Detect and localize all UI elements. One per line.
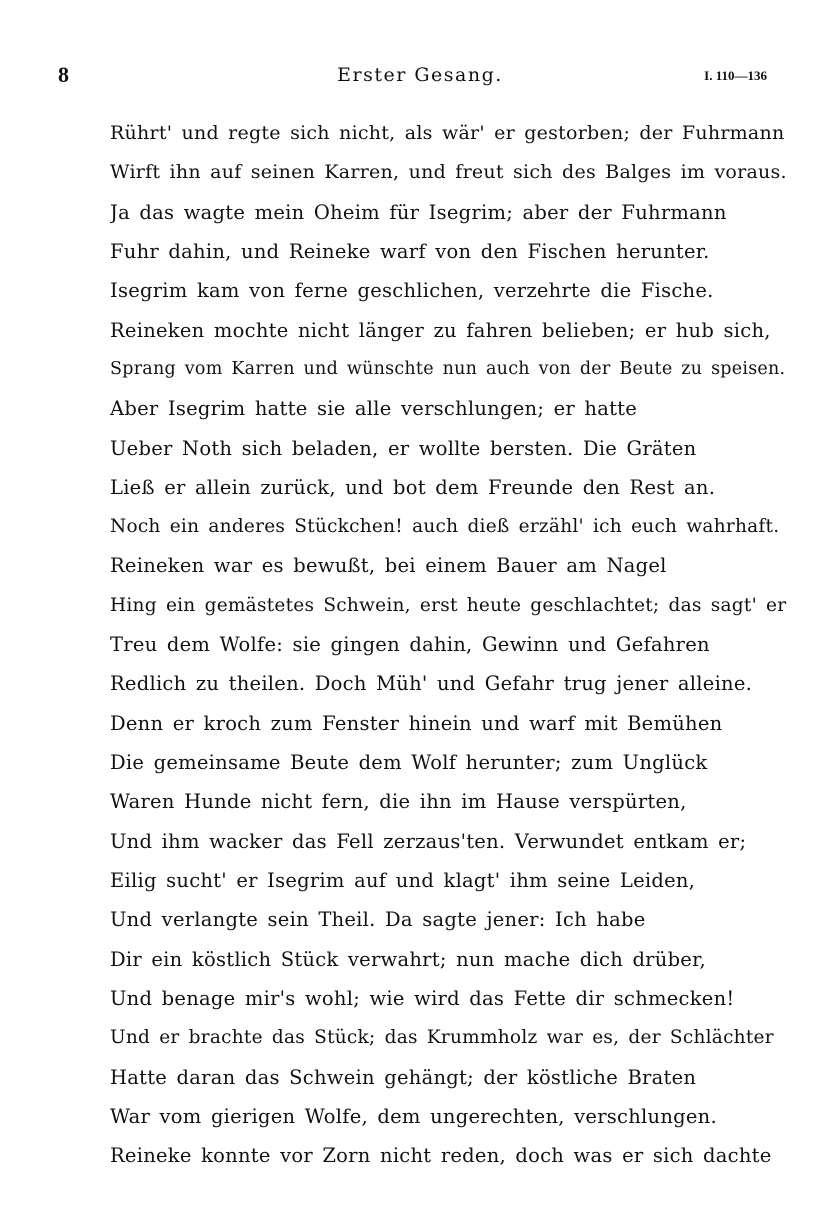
verse-line: Hatte daran das Schwein gehängt; der köstliche Braten [110, 1065, 697, 1089]
verse-line: Isegrim kam von ferne geschlichen, verzehrte die Fische. [110, 279, 714, 303]
verse-line: Noch ein anderes Stückchen! auch dieß erzähl' ich euch wahrhaft. [110, 516, 780, 538]
verse-line: Eilig sucht' er Isegrim auf und klagt' ihm seine Leiden, [110, 868, 696, 892]
verse-line: Und ihm wacker das Fell zerzaus'ten. Verwundet entkam er; [110, 829, 747, 853]
verse-line: Und verlangte sein Theil. Da sagte jener: Ich habe [110, 908, 646, 932]
verse-line: Reineken war es bewußt, bei einem Bauer am Nagel [110, 554, 667, 578]
verse-line: Reineke konnte vor Zorn nicht reden, doch was er sich dachte [110, 1144, 772, 1168]
verse-block [110, 114, 790, 1175]
verse-line: Sprang vom Karren und wünschte nun auch von der Beute zu speisen. [110, 358, 786, 379]
verse-line: Fuhr dahin, und Reineke warf von den Fischen herunter. [110, 239, 710, 263]
verse-line: War vom gierigen Wolfe, dem ungerechten, verschlungen. [110, 1104, 717, 1128]
verse-line: Die gemeinsame Beute dem Wolf herunter; zum Unglück [110, 751, 708, 774]
verse-line: Und er brachte das Stück; das Krummholz war es, der Schlächter [110, 1027, 774, 1049]
verse-line: Aber Isegrim hatte sie alle verschlungen; er hatte [110, 397, 638, 421]
verse-line: Ueber Noth sich beladen, er wollte bersten. Die Gräten [110, 436, 697, 460]
page-number: 8 [58, 62, 69, 87]
verse-line: Treu dem Wolfe: sie gingen dahin, Gewinn und Gefahren [110, 633, 710, 657]
verse-line: Denn er kroch zum Fenster hinein und warf mit Bemühen [110, 711, 723, 735]
verse-line: Ließ er allein zurück, und bot dem Freunde den Rest an. [110, 475, 716, 499]
verse-line: Waren Hunde nicht fern, die ihn im Hause verspürten, [110, 790, 687, 814]
verse-line: Und benage mir's wohl; wie wird das Fette dir schmecken! [110, 986, 735, 1010]
verse-line: Wirft ihn auf seinen Karren, und freut sich des Balges im voraus. [110, 161, 787, 184]
verse-line: Reineken mochte nicht länger zu fahren belieben; er hub sich, [110, 318, 771, 342]
page-header [0, 58, 821, 92]
verse-line: Redlich zu theilen. Doch Müh' und Gefahr trug jener alleine. [110, 672, 753, 696]
verse-line: Dir ein köstlich Stück verwahrt; nun mache dich drüber, [110, 947, 706, 971]
verse-line: Hing ein gemästetes Schwein, erst heute geschlachtet; das sagt' er [110, 594, 787, 616]
verse-range: I. 110—136 [704, 68, 767, 83]
verse-line: Rührt' und regte sich nicht, als wär' er gestorben; der Fuhrmann [110, 122, 785, 144]
running-title: Erster Gesang. [337, 64, 503, 86]
verse-line: Ja das wagte mein Oheim für Isegrim; aber der Fuhrmann [110, 200, 727, 224]
